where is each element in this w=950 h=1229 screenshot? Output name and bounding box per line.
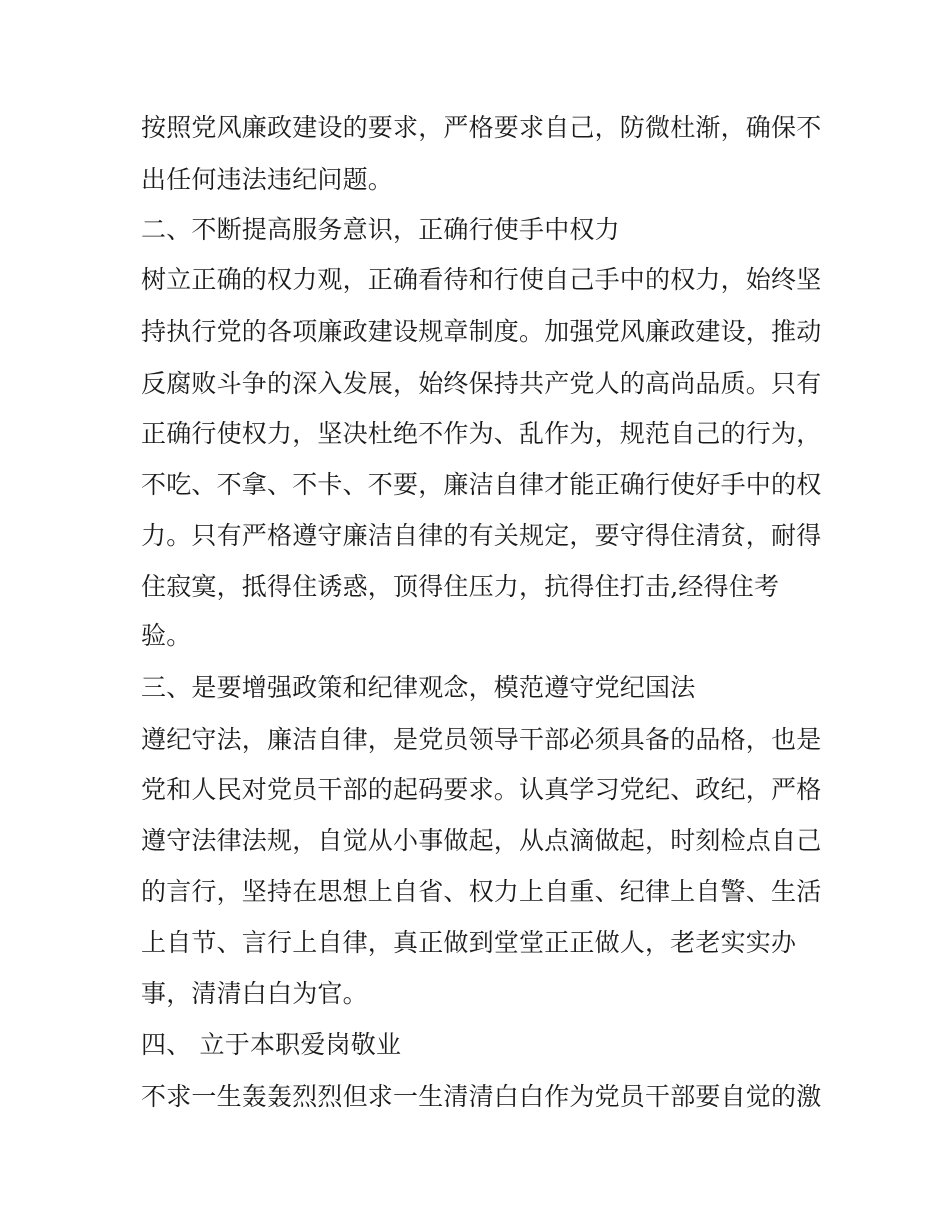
- paragraph-line: 反腐败斗争的深入发展，始终保持共产党人的高尚品质。只有: [141, 369, 822, 398]
- paragraph-line: 上自节、言行上自律，真正做到堂堂正正做人，老老实实办: [141, 928, 797, 957]
- paragraph-line: 树立正确的权力观，正确看待和行使自己手中的权力，始终坚: [141, 265, 822, 294]
- section-heading: 三、是要增强政策和纪律观念，模范遵守党纪国法: [141, 673, 696, 702]
- paragraph-line: 党和人民对党员干部的起码要求。认真学习党纪、政纪，严格: [141, 775, 822, 804]
- paragraph-line: 按照党风廉政建设的要求，严格要求自己，防微杜渐，确保不: [141, 113, 822, 142]
- paragraph-line: 遵纪守法，廉洁自律，是党员领导干部必须具备的品格，也是: [141, 725, 822, 754]
- section-heading: 二、不断提高服务意识，正确行使手中权力: [141, 215, 620, 244]
- paragraph-line: 事，清清白白为官。: [141, 979, 368, 1008]
- paragraph-line: 不求一生轰轰烈烈但求一生清清白白作为党员干部要自觉的激: [141, 1082, 822, 1111]
- paragraph-line: 正确行使权力，坚决杜绝不作为、乱作为，规范自己的行为，: [141, 419, 822, 448]
- paragraph-line: 住寂寞，抵得住诱惑，顶得住压力，抗得住打击,经得住考: [141, 572, 780, 601]
- section-heading: 四、 立于本职爱岗敬业: [141, 1030, 402, 1059]
- paragraph-line: 的言行，坚持在思想上自省、权力上自重、纪律上自警、生活: [141, 877, 822, 906]
- paragraph-line: 出任何违法违纪问题。: [141, 165, 394, 194]
- paragraph-line: 力。只有严格遵守廉洁自律的有关规定，要守得住清贫，耐得: [141, 521, 822, 550]
- paragraph-line: 遵守法律法规，自觉从小事做起，从点滴做起，时刻检点自己: [141, 826, 822, 855]
- paragraph-line: 持执行党的各项廉政建设规章制度。加强党风廉政建设，推动: [141, 317, 822, 346]
- paragraph-line: 不吃、不拿、不卡、不要，廉洁自律才能正确行使好手中的权: [141, 470, 822, 499]
- paragraph-line: 验。: [141, 621, 192, 650]
